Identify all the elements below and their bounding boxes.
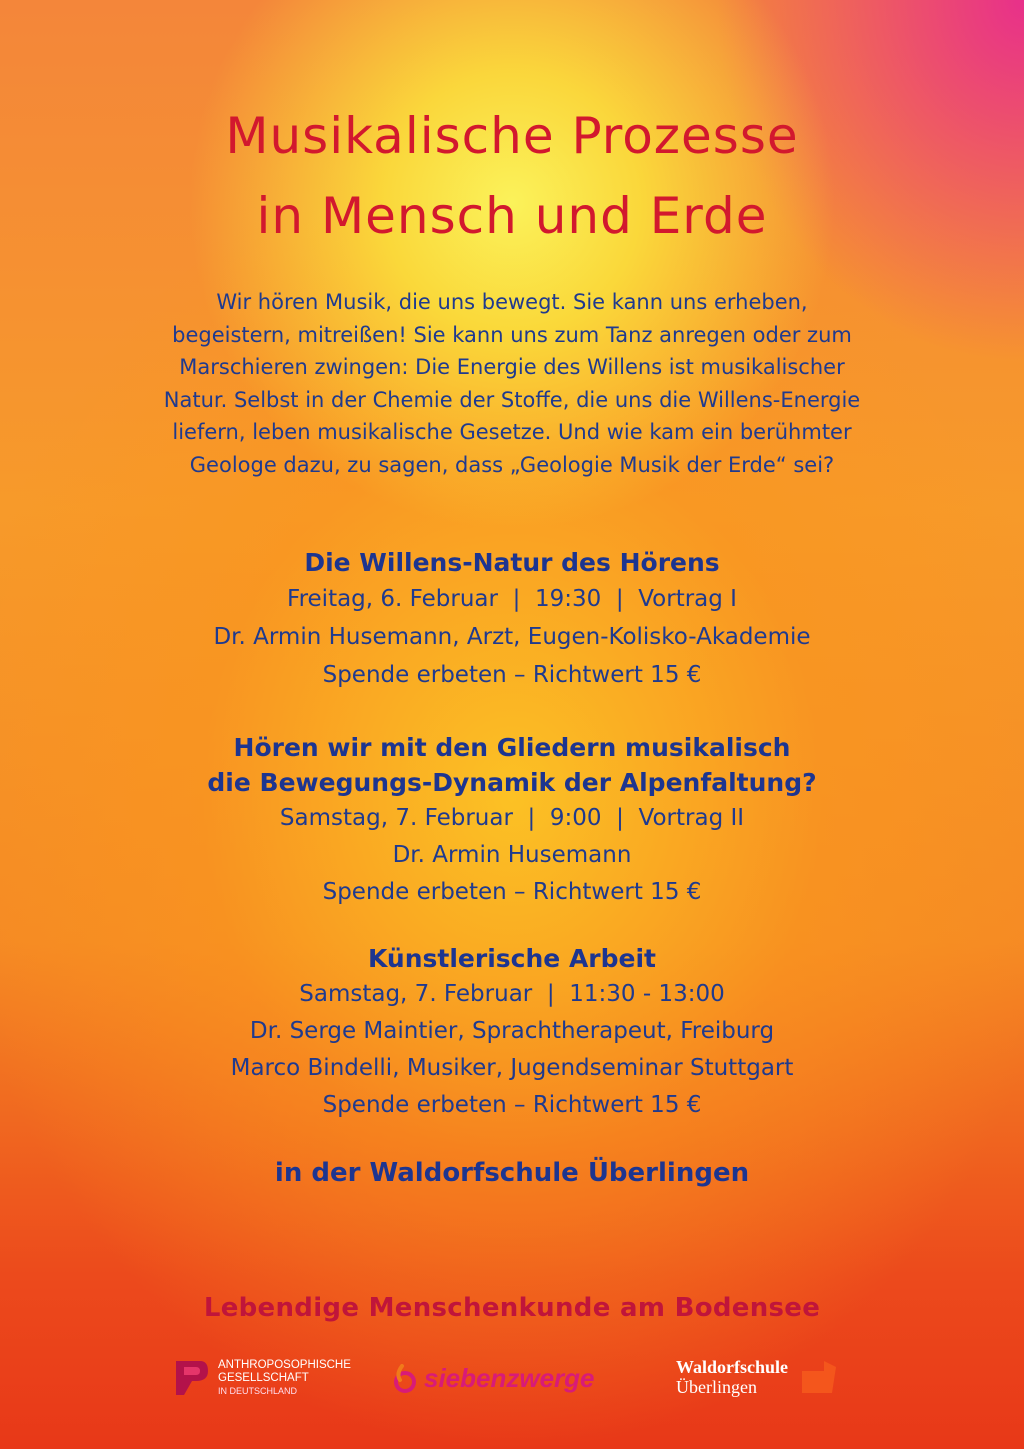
event-heading: Künstlerische Arbeit [368,944,656,973]
intro-line: liefern, leben musikalische Gesetze. Und wie kam ein berühmter [172,420,852,444]
intro-line: Geologe dazu, zu sagen, dass „Geologie Musik der Erde“ sei? [189,452,835,477]
sponsor-logos [0,1355,1024,1405]
venue-text: in der Waldorfschule Überlingen [274,1158,750,1188]
event-heading: Hören wir mit den Gliedern musikalisch [233,733,791,762]
anthroposophische-gesellschaft-logo-icon [170,1357,212,1399]
siebenzwerge-logo [392,1363,595,1394]
anthroposophische-gesellschaft-logo [170,1357,351,1399]
event-speaker-line: Dr. Armin Husemann, Arzt, Eugen-Kolisko-Akademie [213,624,811,650]
event-speaker-line: Dr. Serge Maintier, Sprachtherapeut, Freiburg [249,1018,775,1044]
event-price-line: Spende erbeten – Richtwert 15 € [322,662,702,688]
waldorfschule-logo-icon [798,1357,838,1397]
event-date-line: Samstag, 7. Februar | 9:00 | Vortrag II [279,805,745,831]
intro-line: begeistern, mitreißen! Sie kann uns zum Tanz anregen oder zum [172,322,852,347]
siebenzwerge-text: siebenzwerge [424,1363,595,1393]
event-1 [0,545,1024,694]
intro-line: Wir hören Musik, die uns bewegt. Sie kann uns erheben, [216,290,808,314]
event-2 [0,730,1024,911]
ag-line-3: IN DEUTSCHLAND [218,1385,298,1396]
title-line-1: Musikalische Prozesse [225,107,799,165]
waldorfschule-line-2: Überlingen [676,1377,757,1397]
waldorfschule-line-1: Waldorfschule [676,1357,789,1377]
ag-line-1: ANTHROPOSOPHISCHE [218,1358,351,1371]
event-price-line: Spende erbeten – Richtwert 15 € [322,879,702,905]
ag-line-2: GESELLSCHAFT [218,1371,309,1384]
event-speaker-line: Dr. Armin Husemann [392,842,632,868]
event-date-line: Samstag, 7. Februar | 11:30 - 13:00 [299,981,725,1007]
event-3 [0,941,1024,1124]
event-heading: Die Willens-Natur des Hörens [304,548,720,577]
waldorfschule-logo [676,1357,838,1397]
intro-line: Natur. Selbst in der Chemie der Stoffe, die uns die Willens-Energie [163,387,861,412]
event-date-line: Freitag, 6. Februar | 19:30 | Vortrag I [287,586,737,612]
intro-paragraph [80,286,944,481]
event-speaker-line: Marco Bindelli, Musiker, Jugendseminar Stuttgart [230,1055,794,1081]
event-heading: die Bewegungs-Dynamik der Alpenfaltung? [207,768,817,797]
event-price-line: Spende erbeten – Richtwert 15 € [322,1092,702,1118]
intro-line: Marschieren zwingen: Die Energie des Willens ist musikalischer [179,355,845,379]
footer-tagline: Lebendige Menschenkunde am Bodensee [203,1293,821,1323]
title-line-2: in Mensch und Erde [256,187,768,245]
poster-title [0,96,1024,256]
siebenzwerge-logo-icon [392,1364,418,1394]
